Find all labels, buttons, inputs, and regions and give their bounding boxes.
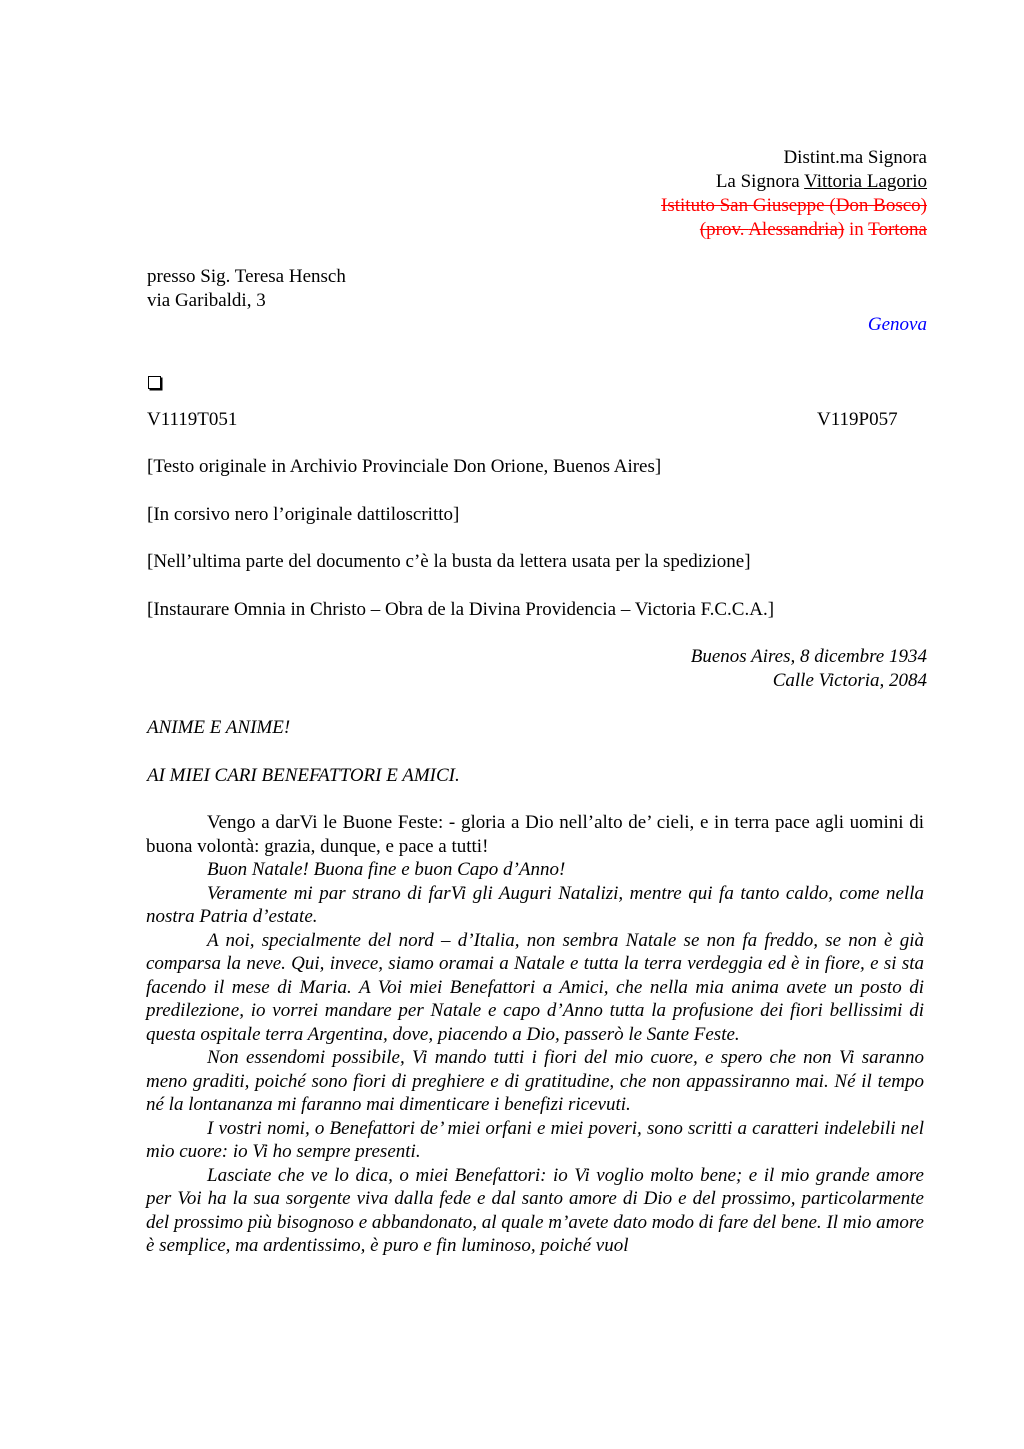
paragraph-1: Vengo a darVi le Buone Feste: - gloria a Dio nell’alto de’ cieli, e in terra pace agli uomini di buona volontà: grazia, dunque, e pace a tutti!	[146, 812, 924, 857]
street-line: via Garibaldi, 3	[147, 290, 266, 311]
paragraph-2: Buon Natale! Buona fine e buon Capo d’Anno!	[207, 859, 566, 880]
heading-anime: ANIME E ANIME!	[147, 717, 291, 738]
dateline-date: Buenos Aires, 8 dicembre 1934	[690, 646, 927, 667]
paragraph-3: Veramente mi par strano di farVi gli Auguri Natalizi, mentre qui fa tanto caldo, come nella nostra Patria d’estate.	[146, 882, 924, 927]
heading-benefattori: AI MIEI CARI BENEFATTORI E AMICI.	[147, 765, 460, 786]
note-letterhead: [Instaurare Omnia in Christo – Obra de la Divina Providencia – Victoria F.C.C.A.]	[147, 599, 775, 620]
note-italic: [In corsivo nero l’originale dattiloscritto]	[147, 504, 460, 525]
struck-city: Tortona	[868, 219, 927, 240]
note-envelope: [Nell’ultima parte del documento c’è la busta da lettera usata per la spedizione]	[147, 551, 751, 572]
struck-prov-close: )	[837, 219, 845, 240]
struck-institute-line	[661, 194, 927, 217]
recipient-line	[716, 170, 927, 193]
recipient-prefix: La Signora	[715, 171, 805, 192]
struck-institute: Istituto San Giuseppe (Don Bosco)	[661, 195, 927, 216]
struck-city-line	[700, 218, 927, 241]
salutation: Distint.ma Signora	[783, 147, 927, 168]
code-left: V1119T051	[147, 409, 238, 430]
paragraph-4: A noi, specialmente del nord – d’Italia, non sembra Natale se non fa freddo, se non è già comparsa la neve. Qui, invece, siamo oramai a Natale e tutta la terra verdeggia ed è in fiore, e si sta facendo il mese di Maria. A Voi miei Benefattori a Amici, che nella mia anima avete un posto di predilezione, io vorrei mandare per Natale e capo d’Anno tutta la profusione dei fiori bellissimi di questa ospitale terra Argentina, dove, piacendo a Dio, passerò le Sante Feste.	[146, 929, 924, 1045]
struck-prov-open: (prov.	[699, 219, 749, 240]
paragraph-6: I vostri nomi, o Benefattori de’ miei orfani e miei poveri, sono scritti a caratteri indelebili nel mio cuore: io Vi ho sempre presenti.	[146, 1117, 924, 1162]
new-city: Genova	[867, 314, 927, 335]
presso-line: presso Sig. Teresa Hensch	[147, 266, 346, 287]
dateline-street: Calle Victoria, 2084	[772, 670, 927, 691]
struck-prov-name: Alessandria	[748, 219, 838, 240]
checkbox-icon	[148, 376, 161, 389]
paragraph-7: Lasciate che ve lo dica, o miei Benefattori: io Vi voglio molto bene; e il mio grande amore per Voi ha la sua sorgente viva dalla fede e dal santo amore di Dio e del prossimo, particolarmente del prossimo più bisognoso e abbandonato, al quale m’avete dato modo di fare del bene. Il mio amore è semplice, ma ardentissimo, è puro e fin luminoso, poiché vuol	[146, 1164, 924, 1256]
code-right: V119P057	[817, 409, 898, 430]
recipient-name: Vittoria Lagorio	[804, 171, 927, 192]
note-archive: [Testo originale in Archivio Provinciale Don Orione, Buenos Aires]	[147, 456, 662, 477]
in-word: in	[844, 219, 869, 240]
letter-body	[146, 811, 924, 1258]
paragraph-5: Non essendomi possibile, Vi mando tutti i fiori del mio cuore, e spero che non Vi saranno meno graditi, poiché sono fiori di preghiere e di gratitudine, che non appassiranno mai. Né il tempo né la lontananza mi faranno mai dimenticare i benefizi ricevuti.	[146, 1047, 924, 1115]
